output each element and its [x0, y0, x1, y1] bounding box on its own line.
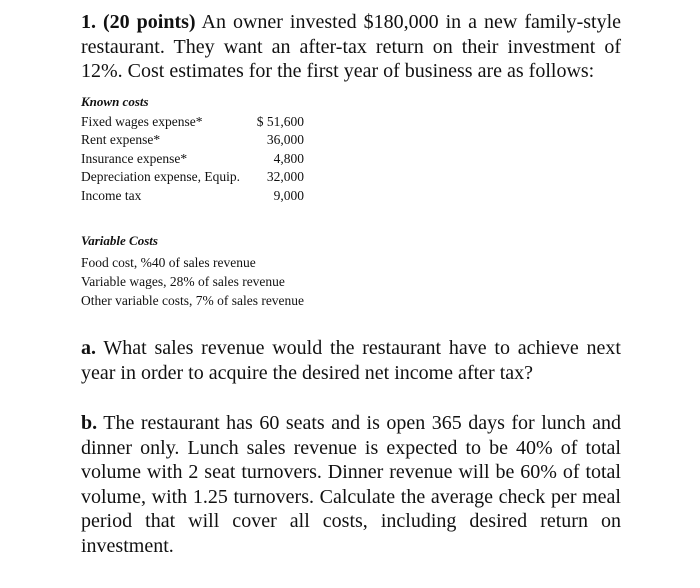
cost-amount: 32,000 — [266, 169, 304, 184]
variable-costs-section — [81, 232, 621, 310]
cost-amount: $ 51,600 — [256, 113, 304, 129]
known-costs-title: Known costs — [81, 93, 149, 109]
problem-page — [81, 10, 621, 558]
problem-number: 1. — [81, 11, 96, 33]
cost-amount: 36,000 — [266, 132, 304, 147]
table-row — [81, 113, 304, 132]
cost-label: Depreciation expense, Equip. — [81, 169, 240, 184]
question-a-text: What sales revenue would the restaurant have to achieve next year in order to acquire the desired net income after tax? — [81, 337, 621, 384]
cost-label: Fixed wages expense* — [81, 113, 203, 129]
variable-costs-title: Variable Costs — [81, 233, 158, 248]
cost-amount: 9,000 — [273, 187, 304, 203]
question-a-label: a. — [81, 337, 96, 359]
known-costs-section — [81, 93, 621, 206]
list-item: Other variable costs, 7% of sales revenue — [81, 293, 305, 308]
known-costs-table — [81, 113, 304, 206]
cost-label: Insurance expense* — [81, 150, 188, 166]
question-b-text: The restaurant has 60 seats and is open 365 days for lunch and dinner only. Lunch sales revenue is expected to be 40% of total volume with 2 seat turnovers. Dinner revenue will be 60% of total volume, with 1.25 turnovers. Calculate the average check per meal period that will cover all costs, including desired return on investment. — [81, 412, 621, 557]
list-item: Food cost, %40 of sales revenue — [81, 255, 256, 270]
table-row — [81, 168, 304, 187]
table-row — [81, 187, 304, 206]
cost-amount: 4,800 — [273, 150, 304, 166]
question-b-label: b. — [81, 412, 98, 434]
variable-costs-list — [81, 253, 621, 310]
problem-intro — [81, 10, 621, 84]
table-row — [81, 131, 304, 150]
question-b — [81, 411, 621, 558]
cost-label: Rent expense* — [81, 132, 161, 147]
table-row — [81, 150, 304, 169]
question-a — [81, 336, 621, 385]
cost-label: Income tax — [81, 187, 142, 203]
problem-points: (20 points) — [103, 11, 196, 33]
problem-intro-text: An owner invested $180,000 in a new family-style restaurant. They want an after-tax return on their investment of 12%. Cost estimates for the first year of business are as follows: — [81, 11, 622, 82]
list-item: Variable wages, 28% of sales revenue — [81, 274, 285, 289]
